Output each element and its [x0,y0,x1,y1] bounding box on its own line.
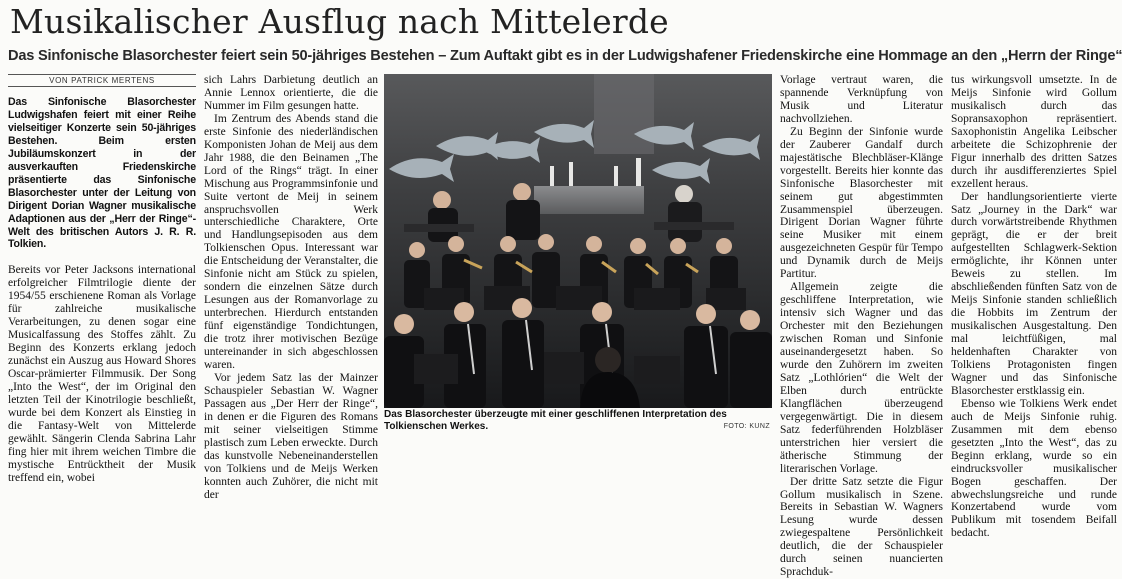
lead-paragraph: Das Sinfonische Blasorchester Ludwigshafen feiert mit einer Reihe vielseitiger Konzerte sein 50-jähriges Bestehen. Beim ersten Jubiläumskonzert in der ausverkauften Friedenskirche präsentierte das Sinfonische Blasorchester unter der Leitung von Dirigent Dorian Wagner musikalische Adaptionen aus der „Herr der Ringe“-Welt des britischen Autors J. R. R. Tolkien. [8,96,196,251]
article-column-2 [204,74,379,501]
body-paragraph: Vor jedem Satz las der Mainzer Schauspieler Sebastian W. Wagner Passagen aus „Der Herr der Ringe“, in denen er die Figuren des Romans mit seiner vielseitigen Stimme plastisch zum Leben erweckte. Durch das kunstvolle Nebeneinanderstellen von Tolkiens und de Meijs Werken konnten auch Zuhörer, die nicht mit der [204,371,378,501]
body-paragraph: Bereits vor Peter Jacksons international erfolgreicher Filmtrilogie diente der 1954/55 erschienene Roman als Vorlage für zahlreiche musikalische Verarbeitungen, zu denen sogar eine Musicalfassung des Stoffes zählt. Zu Beginn des Konzerts erklang jedoch zunächst ein Auszug aus Howard Shores Oscar-prämierter Filmmusik. Der Song „Into the West“, der im Original den letzten Teil der Kinotrilogie beschließt, wurde bei dem Konzert als Einstieg in die Fantasy-Welt von Mittelerde gewählt. Sängerin Clenda Sabrina Lahr fing hier mit ihrem weichen Timbre die mystische Entrücktheit der Musik treffend ein, wobei [8,264,196,484]
byline: VON PATRICK MERTENS [8,74,196,87]
photo-caption: Das Blasorchester überzeugte mit einer geschliffenen Interpretation des Tolkienschen Werkes. [384,409,727,433]
body-paragraph: Der handlungsorientierte vierte Satz „Journey in the Dark“ war durch vorwärtstreibende Rhythmen geprägt, die er der breit aufgestellten Schlagwerk-Sektion ermöglichte, ihr Können unter Beweis zu stellen. Im abschließenden fünften Satz von de Meijs Sinfonie standen schließlich die Hobbits im Zentrum der musikalischen Ausgestaltung. Den mal leichtfüßigen, mal heldenhaften Charakter von Tolkiens Protagonisten fingen Wagner und das Sinfonische Blasorchester erstklassig ein. [951,190,1117,397]
body-paragraph: tus wirkungsvoll umsetzte. In de Meijs Sinfonie wird Gollum musikalisch durch das Sopransaxophon repräsentiert. Saxophonistin Angelika Leibscher arbeitete die Schizophrenie der Figur innerhalb des dritten Satzes durch ihr ausdifferenziertes Spiel exzellent heraus. [951,74,1117,190]
article-column-3 [780,74,943,579]
orchestra-photo [384,74,772,408]
body-paragraph: Ebenso wie Tolkiens Werk endet auch de Meijs Sinfonie ruhig. Zusammen mit dem ebenso gesetzten „Into the West“, das zu Beginn erklang, wurde so ein eindrucksvoller musikalischer Bogen geschaffen. Der abwechslungsreiche und runde Konzertabend wurde vom Publikum mit tosendem Beifall bedacht. [951,397,1117,540]
body-paragraph: Allgemein zeigte die geschliffene Interpretation, wie intensiv sich Wagner und das Orchester mit den Beziehungen zwischen Roman und Sinfonie auseinandergesetzt haben. So wurde den Zuhörern im zweiten Satz „Lothlórien“ die Welt der Elben durch entrückte Klangflächen überzeugend vergegenwärtigt. Die in diesem Satz federführenden Holzbläser unterstrichen hier versiert die ätherische Stimmung der literarischen Vorlage. [780,281,943,475]
photo-credit: FOTO: KUNZ [723,423,770,430]
orchestra-photo-illustration [384,74,772,408]
body-paragraph: Der dritte Satz setzte die Figur Gollum musikalisch in Szene. Bereits in Sebastian W. Wagners Lesung wurde dessen zwiegespaltene Persönlichkeit deutlich, die der Schauspieler durch seinen nuancierten Sprachduk- [780,475,943,579]
subheadline: Das Sinfonische Blasorchester feiert sein 50-jähriges Bestehen – Zum Auftakt gibt es in der Ludwigshafener Friedenskirche eine Hommage an den „Herrn der Ringe“ [8,48,1122,64]
article-column-1 [8,74,196,484]
body-paragraph: Vorlage vertraut waren, die spannende Verknüpfung von Musik und Literatur nachvollziehen. [780,74,943,125]
headline: Musikalischer Ausflug nach Mittelerde [10,2,669,41]
article-column-4 [951,74,1117,540]
body-paragraph: Zu Beginn der Sinfonie wurde der Zauberer Gandalf durch majestätische Blechbläser-Klänge vorgestellt. Bereits hier konnte das Sinfonische Blasorchester mit seinem gut abgestimmten Zusammenspiel überzeugen. Dirigent Dorian Wagner führte seine Musiker mit einem ausgezeichneten Gespür für Tempo und Dynamik durch de Meijs Partitur. [780,125,943,281]
body-paragraph: Im Zentrum des Abends stand die erste Sinfonie des niederländischen Komponisten Johan de Meij aus dem Jahr 1988, die den Beinamen „The Lord of the Rings“ trägt. In einer Mischung aus Programmsinfonie und Suite vertont de Meij in seinem anspruchsvollen Werk unterschiedliche Charaktere, Orte und Handlungsepisoden aus dem Tolkienschen Opus. Interessant war die Entscheidung der Veranstalter, die Sinfonie nicht am Stück zu spielen, sondern die einzelnen Sätze durch Lesungen aus der Romanvorlage zu unterbrechen. Hierdurch entstanden fünf eigenständige Tondichtungen, die trotz ihrer motivischen Bezüge untereinander in sich abgeschlossen waren. [204,112,379,371]
body-paragraph: sich Lahrs Darbietung deutlich an Annie Lennox orientierte, die die Nummer im Film gesungen hatte. [204,74,378,112]
